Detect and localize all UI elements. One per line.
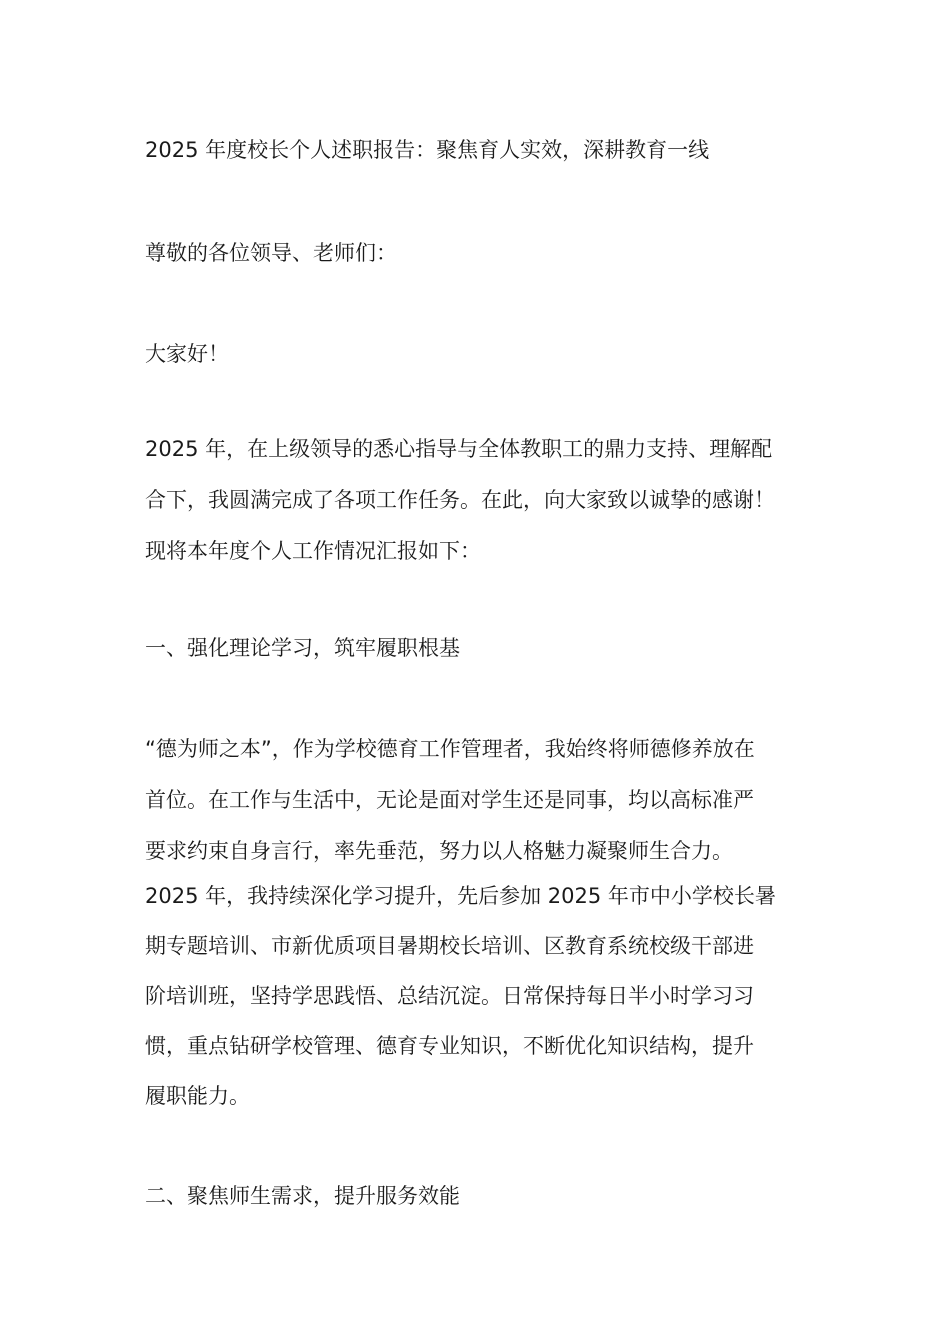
section-1-heading: 一、强化理论学习，筑牢履职根基 bbox=[145, 636, 460, 660]
section-1-line-6: 阶培训班，坚持学思践悟、总结沉淀。日常保持每日半小时学习习 bbox=[145, 984, 754, 1008]
intro-line-3: 现将本年度个人工作情况汇报如下： bbox=[145, 539, 481, 563]
section-1-line-7: 惯，重点钻研学校管理、德育专业知识，不断优化知识结构，提升 bbox=[145, 1034, 754, 1058]
section-2-heading: 二、聚焦师生需求，提升服务效能 bbox=[145, 1184, 460, 1208]
section-1-line-3: 要求约束自身言行，率先垂范，努力以人格魅力凝聚师生合力。 bbox=[145, 839, 733, 863]
greeting: 大家好！ bbox=[145, 342, 229, 366]
salutation: 尊敬的各位领导、老师们： bbox=[145, 241, 397, 265]
section-1-line-5: 期专题培训、市新优质项目暑期校长培训、区教育系统校级干部进 bbox=[145, 934, 754, 958]
document-title: 2025 年度校长个人述职报告：聚焦育人实效，深耕教育一线 bbox=[145, 138, 710, 162]
intro-line-2: 合下，我圆满完成了各项工作任务。在此，向大家致以诚挚的感谢！ bbox=[145, 488, 775, 512]
intro-line-1: 2025 年，在上级领导的悉心指导与全体教职工的鼎力支持、理解配 bbox=[145, 437, 773, 461]
section-1-line-1: “德为师之本”，作为学校德育工作管理者，我始终将师德修养放在 bbox=[145, 737, 755, 761]
section-1-line-4: 2025 年，我持续深化学习提升，先后参加 2025 年市中小学校长暑 bbox=[145, 884, 776, 908]
section-1-line-2: 首位。在工作与生活中，无论是面对学生还是同事，均以高标准严 bbox=[145, 788, 754, 812]
section-1-line-8: 履职能力。 bbox=[145, 1084, 250, 1108]
